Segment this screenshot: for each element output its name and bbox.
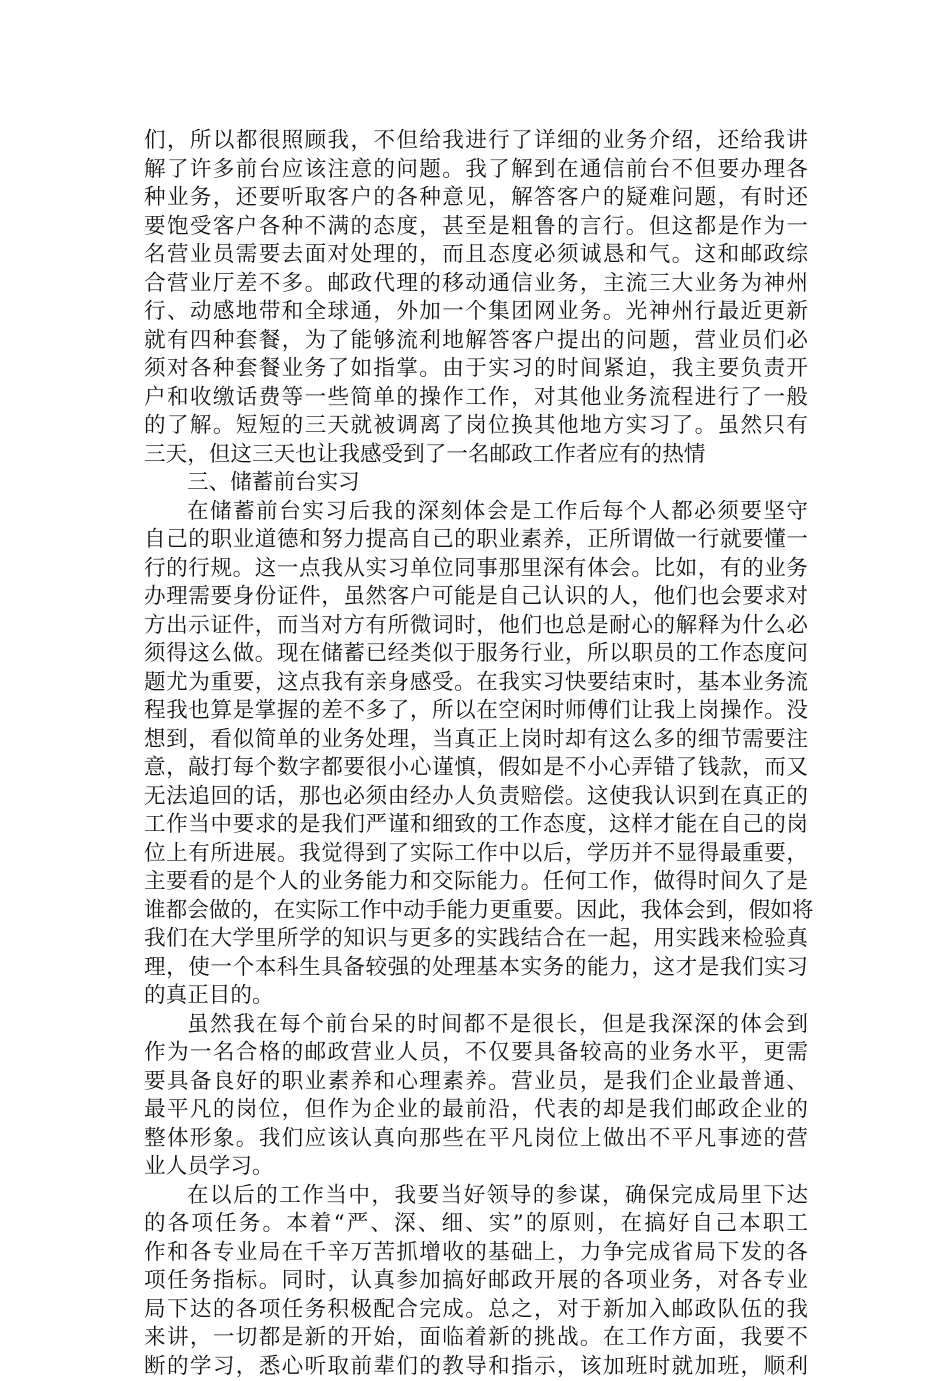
text-line: 断的学习，悉心听取前辈们的教导和指示，该加班时就加班，顺利 [144, 1353, 808, 1381]
text-line: 的各项任务。本着“严、深、细、实”的原则，在搞好自己本职工 [144, 1210, 808, 1239]
text-line: 的真正目的。 [144, 982, 808, 1011]
text-line: 业人员学习。 [144, 1153, 808, 1182]
text-line: 合营业厅差不多。邮政代理的移动通信业务，主流三大业务为神州 [144, 270, 808, 299]
text-line: 项任务指标。同时，认真参加搞好邮政开展的各项业务，对各专业 [144, 1267, 808, 1296]
section-heading: 三、储蓄前台实习 [144, 469, 808, 498]
text-line: 意，敲打每个数字都要很小心谨慎，假如是不小心弄错了钱款，而又 [144, 754, 808, 783]
section-heading-savings-front-desk [144, 469, 808, 498]
text-line: 我们在大学里所学的知识与更多的实践结合在一起，用实践来检验真 [144, 925, 808, 954]
text-line: 三天，但这三天也让我感受到了一名邮政工作者应有的热情 [144, 441, 808, 470]
text-line: 来讲，一切都是新的开始，面临着新的挑战。在工作方面，我要不 [144, 1324, 808, 1353]
text-line: 户和收缴话费等一些简单的操作工作，对其他业务流程进行了一般 [144, 384, 808, 413]
paragraph-future-work [144, 1182, 808, 1381]
document-body [144, 127, 808, 1381]
text-line: 最平凡的岗位，但作为企业的最前沿，代表的却是我们邮政企业的 [144, 1096, 808, 1125]
paragraph-mobile-front-desk [144, 127, 808, 469]
text-line: 行、动感地带和全球通，外加一个集团网业务。光神州行最近更新 [144, 298, 808, 327]
text-line: 行的行规。这一点我从实习单位同事那里深有体会。比如，有的业务 [144, 555, 808, 584]
paragraph-qualified-staff [144, 1011, 808, 1182]
text-line: 主要看的是个人的业务能力和交际能力。任何工作，做得时间久了是 [144, 868, 808, 897]
text-line: 作和各专业局在千辛万苦抓增收的基础上，力争完成省局下发的各 [144, 1239, 808, 1268]
text-line: 位上有所进展。我觉得到了实际工作中以后，学历并不显得最重要， [144, 840, 808, 869]
text-line: 无法追回的话，那也必须由经办人负责赔偿。这使我认识到在真正的 [144, 783, 808, 812]
paragraph-savings-experience [144, 498, 808, 1011]
text-line: 谁都会做的，在实际工作中动手能力更重要。因此，我体会到，假如将 [144, 897, 808, 926]
text-line: 们，所以都很照顾我，不但给我进行了详细的业务介绍，还给我讲 [144, 127, 808, 156]
text-line: 种业务，还要听取客户的各种意见，解答客户的疑难问题，有时还 [144, 184, 808, 213]
text-line: 名营业员需要去面对处理的，而且态度必须诚恳和气。这和邮政综 [144, 241, 808, 270]
text-line: 要具备良好的职业素养和心理素养。营业员，是我们企业最普通、 [144, 1068, 808, 1097]
text-line: 的了解。短短的三天就被调离了岗位换其他地方实习了。虽然只有 [144, 412, 808, 441]
text-line: 在储蓄前台实习后我的深刻体会是工作后每个人都必须要坚守 [144, 498, 808, 527]
text-line: 方出示证件，而当对方有所微词时，他们也总是耐心的解释为什么必 [144, 612, 808, 641]
text-line: 工作当中要求的是我们严谨和细致的工作态度，这样才能在自己的岗 [144, 811, 808, 840]
text-line: 局下达的各项任务积极配合完成。总之，对于新加入邮政队伍的我 [144, 1296, 808, 1325]
text-line: 整体形象。我们应该认真向那些在平凡岗位上做出不平凡事迹的营 [144, 1125, 808, 1154]
text-line: 自己的职业道德和努力提高自己的职业素养，正所谓做一行就要懂一 [144, 526, 808, 555]
text-line: 想到，看似简单的业务处理，当真正上岗时却有这么多的细节需要注 [144, 726, 808, 755]
text-line: 要饱受客户各种不满的态度，甚至是粗鲁的言行。但这都是作为一 [144, 213, 808, 242]
text-line: 须得这么做。现在储蓄已经类似于服务行业，所以职员的工作态度问 [144, 640, 808, 669]
text-line: 理，使一个本科生具备较强的处理基本实务的能力，这才是我们实习 [144, 954, 808, 983]
text-line: 作为一名合格的邮政营业人员，不仅要具备较高的业务水平，更需 [144, 1039, 808, 1068]
text-line: 程我也算是掌握的差不多了，所以在空闲时师傅们让我上岗操作。没 [144, 697, 808, 726]
text-line: 虽然我在每个前台呆的时间都不是很长，但是我深深的体会到 [144, 1011, 808, 1040]
text-line: 题尤为重要，这点我有亲身感受。在我实习快要结束时，基本业务流 [144, 669, 808, 698]
text-line: 须对各种套餐业务了如指掌。由于实习的时间紧迫，我主要负责开 [144, 355, 808, 384]
text-line: 就有四种套餐，为了能够流利地解答客户提出的问题，营业员们必 [144, 327, 808, 356]
text-line: 在以后的工作当中，我要当好领导的参谋，确保完成局里下达 [144, 1182, 808, 1211]
text-line: 解了许多前台应该注意的问题。我了解到在通信前台不但要办理各 [144, 156, 808, 185]
text-line: 办理需要身份证件，虽然客户可能是自己认识的人，他们也会要求对 [144, 583, 808, 612]
